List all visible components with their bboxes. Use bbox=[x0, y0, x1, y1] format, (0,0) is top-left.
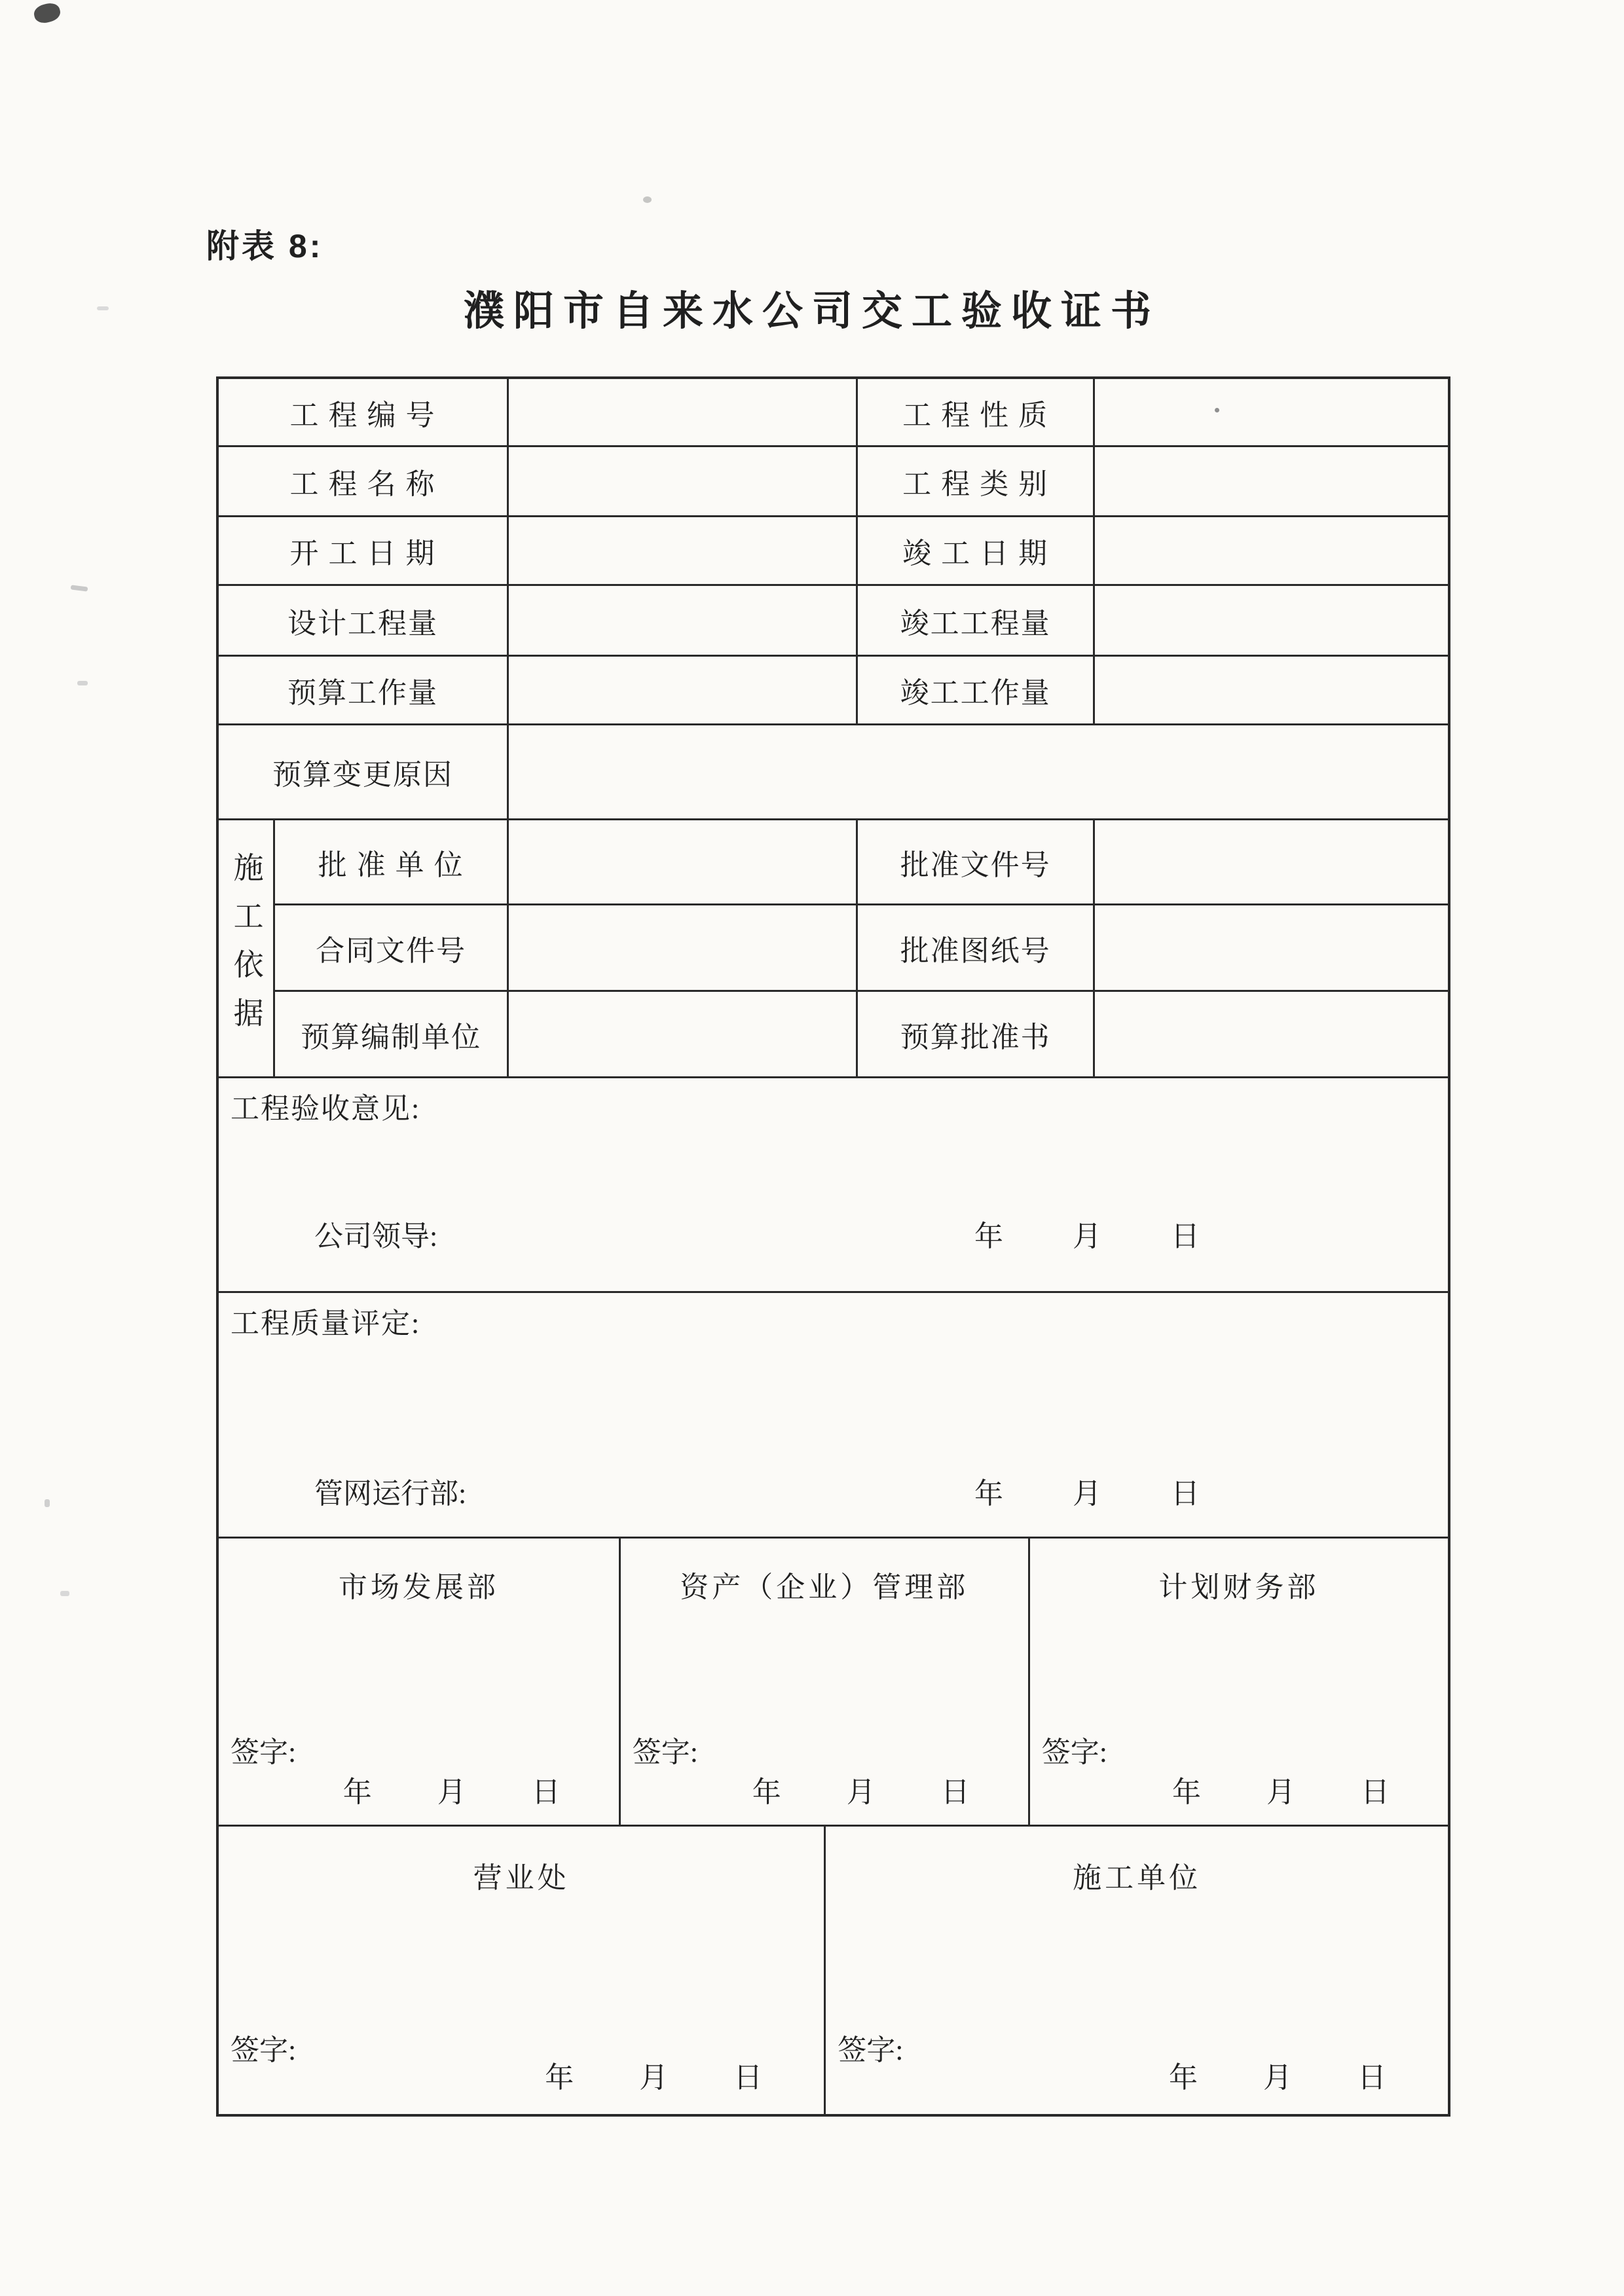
construction-basis-vertical-label-cell bbox=[219, 820, 275, 1076]
construction-basis-rows bbox=[275, 820, 1448, 1076]
field-label-completed-quantity: 竣工工程量 bbox=[858, 586, 1095, 655]
field-value-project-number bbox=[509, 379, 858, 445]
field-value-approval-doc-number bbox=[1095, 820, 1448, 903]
date-label: 年 月 日 bbox=[1168, 2062, 1389, 2094]
field-label-budget-compiling-unit: 预算编制单位 bbox=[275, 992, 509, 1076]
quality-evaluation-label: 工程质量评定: bbox=[231, 1307, 421, 1339]
dept-name: 资产（企业）管理部 bbox=[680, 1571, 969, 1603]
acceptance-certificate-table bbox=[216, 376, 1450, 2117]
field-label-project-number: 工 程 编 号 bbox=[219, 379, 509, 445]
table-row bbox=[219, 517, 1448, 586]
pipe-network-dept-sign-label: 管网运行部: bbox=[314, 1478, 467, 1510]
field-label-approving-unit: 批 准 单 位 bbox=[275, 820, 509, 903]
acceptance-opinion-label: 工程验收意见: bbox=[231, 1093, 421, 1125]
quality-evaluation-section bbox=[219, 1293, 1448, 1539]
field-label-designed-quantity: 设计工程量 bbox=[219, 586, 509, 655]
scan-artifact bbox=[643, 196, 652, 203]
dept-name: 计划财务部 bbox=[1158, 1571, 1320, 1603]
attachment-note: 附表 8: bbox=[206, 228, 323, 264]
unit-name: 营业处 bbox=[473, 1862, 570, 1894]
field-value-contract-doc-number bbox=[509, 905, 858, 990]
date-label: 年 月 日 bbox=[1172, 1776, 1392, 1808]
scan-artifact bbox=[45, 1499, 50, 1507]
field-value-approving-unit bbox=[509, 820, 858, 903]
sign-label: 签字: bbox=[632, 1736, 698, 1768]
field-value-budget-compiling-unit bbox=[509, 992, 858, 1076]
field-value-start-date bbox=[509, 517, 858, 584]
table-row bbox=[219, 447, 1448, 517]
construction-basis-vertical-label: 施工依据 bbox=[229, 851, 263, 1046]
scan-artifact bbox=[32, 1, 62, 26]
table-row bbox=[219, 379, 1448, 447]
acceptance-date-label: 年 月 日 bbox=[974, 1220, 1204, 1252]
sign-label: 签字: bbox=[231, 1736, 297, 1768]
department-signature-row bbox=[219, 1539, 1448, 1827]
sign-label: 签字: bbox=[1041, 1736, 1108, 1768]
field-value-project-name bbox=[509, 447, 858, 515]
field-label-start-date: 开 工 日 期 bbox=[219, 517, 509, 584]
company-leader-sign-label: 公司领导: bbox=[314, 1220, 438, 1252]
field-label-project-nature: 工 程 性 质 bbox=[858, 379, 1095, 445]
scan-artifact bbox=[97, 306, 109, 310]
field-label-approval-doc-number: 批准文件号 bbox=[858, 820, 1095, 903]
unit-name: 施工单位 bbox=[1073, 1862, 1202, 1894]
date-label: 年 月 日 bbox=[342, 1776, 563, 1808]
field-label-contract-doc-number: 合同文件号 bbox=[275, 905, 509, 990]
field-value-project-nature bbox=[1095, 379, 1448, 445]
construction-basis-block bbox=[219, 820, 1448, 1078]
dept-name: 市场发展部 bbox=[338, 1571, 499, 1603]
table-row bbox=[275, 905, 1448, 992]
field-label-budget-change-reason: 预算变更原因 bbox=[219, 725, 509, 818]
field-value-budget-approval-doc bbox=[1095, 992, 1448, 1076]
field-label-project-name: 工 程 名 称 bbox=[219, 447, 509, 515]
field-value-completion-workload bbox=[1095, 657, 1448, 723]
scan-artifact bbox=[1215, 408, 1219, 412]
field-value-approved-drawing-number bbox=[1095, 905, 1448, 990]
scan-artifact bbox=[71, 585, 88, 591]
date-label: 年 月 日 bbox=[752, 1776, 972, 1808]
field-label-completion-workload: 竣工工作量 bbox=[858, 657, 1095, 723]
scan-artifact bbox=[77, 681, 88, 685]
unit-signature-row bbox=[219, 1827, 1448, 2114]
acceptance-opinion-section bbox=[219, 1078, 1448, 1293]
table-row-budget-change bbox=[219, 725, 1448, 820]
field-value-project-category bbox=[1095, 447, 1448, 515]
field-label-project-category: 工 程 类 别 bbox=[858, 447, 1095, 515]
table-row bbox=[219, 586, 1448, 657]
table-row bbox=[219, 657, 1448, 725]
field-value-budget-change-reason bbox=[509, 725, 1448, 818]
dept-cell-planning-finance bbox=[1030, 1539, 1448, 1825]
unit-cell-business-office bbox=[219, 1827, 826, 2114]
sign-label: 签字: bbox=[838, 2034, 904, 2066]
dept-cell-asset-management bbox=[621, 1539, 1030, 1825]
field-value-budget-workload bbox=[509, 657, 858, 723]
table-row bbox=[275, 992, 1448, 1076]
quality-date-label: 年 月 日 bbox=[974, 1478, 1204, 1510]
dept-cell-market-development bbox=[219, 1539, 621, 1825]
field-value-designed-quantity bbox=[509, 586, 858, 655]
field-label-approved-drawing-number: 批准图纸号 bbox=[858, 905, 1095, 990]
unit-cell-construction-unit bbox=[826, 1827, 1448, 2114]
page-title: 濮阳市自来水公司交工验收证书 bbox=[463, 289, 1160, 334]
field-value-completion-date bbox=[1095, 517, 1448, 584]
date-label: 年 月 日 bbox=[545, 2062, 766, 2094]
sign-label: 签字: bbox=[231, 2034, 297, 2066]
field-label-budget-approval-doc: 预算批准书 bbox=[858, 992, 1095, 1076]
scan-artifact bbox=[60, 1591, 69, 1596]
field-label-budget-workload: 预算工作量 bbox=[219, 657, 509, 723]
field-value-completed-quantity bbox=[1095, 586, 1448, 655]
table-row bbox=[275, 820, 1448, 905]
field-label-completion-date: 竣 工 日 期 bbox=[858, 517, 1095, 584]
